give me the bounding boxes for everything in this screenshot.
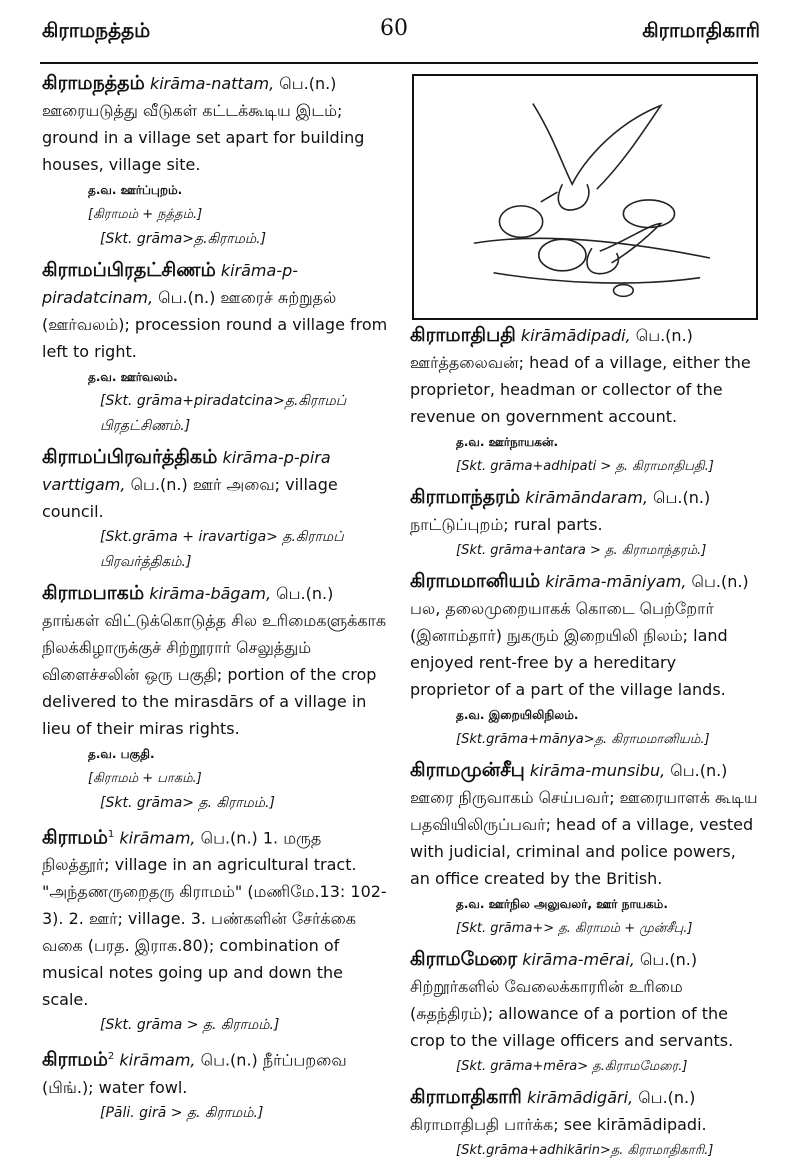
entry-kiramam-1 [42, 821, 392, 1038]
entry-kiramadigari [410, 1084, 760, 1163]
bird-drawing [414, 76, 756, 318]
headword: கிராமநத்தம் [42, 72, 145, 94]
etymology: [Skt.grāma+mānya>த. கிராமமானியம்.] [456, 732, 710, 747]
egg [614, 285, 634, 297]
entry-kiramamunsibu [410, 757, 760, 941]
entry-kiramabagam [42, 580, 392, 816]
page-header [0, 12, 800, 62]
part-of-speech: பெ.(n.) [670, 761, 728, 780]
etymology: [Skt. grāma> த. கிராமம்.] [100, 795, 275, 811]
etymology: [Pāli. girā > த. கிராமம்.] [100, 1104, 264, 1121]
synonym-note: த.வ. பகுதி. [88, 747, 155, 761]
definition: ஊரைச் சுற்றுதல் (ஊர்வலம்); procession round a village from left to right. [42, 288, 388, 361]
definition: ஊர்த்தலைவன்; head of a village, either the proprietor, headman or collector of the revenue on government account. [410, 353, 751, 426]
part-of-speech: பெ.(n.) [635, 326, 693, 345]
etymology: [Skt. grāma+> த. கிராமம் + முன்சீபு.] [456, 921, 693, 936]
definition: 1. மருத நிலத்தூர்; village in an agricultural tract. "அந்தணருறைதரு கிராமம்" (மணிமே.13: 102-3). 2. ஊர்; village. 3. பண்களின் சேர்க்கை வகை (பரத. இராக.80); combination of musical notes going up and down the scale. [42, 828, 387, 1010]
entry-kiramamaniyam [410, 568, 760, 752]
transliteration: kirāmādigāri, [526, 1088, 634, 1107]
part-of-speech: பெ.(n.) [653, 488, 711, 507]
headword: கிராமம் [42, 1048, 108, 1071]
part-of-speech: பெ.(n.) [200, 828, 258, 848]
bird-wings-upper [533, 104, 661, 190]
homonym-number: 1 [107, 829, 115, 840]
headword: கிராமம் [42, 826, 108, 849]
headword: கிராமாதிகாரி [410, 1086, 522, 1108]
page-number: 60 [380, 16, 408, 41]
running-head-left: கிராமநத்தம் [42, 18, 151, 42]
definition: பல, தலைமுறையாகக் கொடை பெற்றோர் (இனாம்தார்) நுகரும் இறையிலி நிலம்; land enjoyed rent-free by a hereditary proprietor of a part of the village lands. [410, 599, 728, 699]
headword: கிராமாதிபதி [410, 324, 516, 346]
definition: நாட்டுப்புறம்; rural parts. [410, 515, 603, 534]
part-of-speech: பெ.(n.) [639, 950, 698, 969]
definition: ஊரை நிருவாகம் செய்பவர்; ஊரையாளக் கூடிய பதவியிலிருப்பவர்; head of a village, vested with judicial, criminal and police powers, an office created by the British. [410, 788, 758, 888]
synonym-note: த.வ. ஊர்ப்புறம். [88, 183, 183, 197]
definition: தாங்கள் விட்டுக்கொடுத்த சில உரிமைகளுக்காக நிலக்கிழாருக்குச் சிற்றூரார் செலுத்தும் விளைச்சலின் ஒரு பகுதி; portion of the crop delivered to the mirasdārs of a village in lieu of their miras rights. [42, 611, 387, 738]
word-parts: [கிராமம் + பாகம்.] [88, 771, 202, 786]
etymology: [Skt.grāma+adhikārin>த. கிராமாதிகாரி.] [456, 1143, 714, 1158]
illustration-water-fowl [412, 74, 758, 320]
headword: கிராமப்பிரவர்த்திகம் [42, 446, 218, 468]
transliteration: kirāma-bāgam, [149, 584, 272, 603]
transliteration: kirāmam, [119, 828, 196, 848]
definition: ஊர் அவை; village council. [42, 475, 338, 521]
etymology: [Skt. grāma+antara > த. கிராமாந்தரம்.] [456, 543, 707, 558]
entry-kiramamerai [410, 946, 760, 1079]
part-of-speech: பெ.(n.) [158, 288, 216, 307]
nest-right [623, 200, 674, 228]
transliteration: kirāma-mērai, [522, 950, 635, 969]
right-column [410, 322, 760, 1168]
headword: கிராமபாகம் [42, 582, 145, 604]
bird-wing-lower [600, 224, 661, 263]
bird-body-upper [558, 184, 588, 210]
definition: நீர்ப்பறவை (பிங்.); water fowl. [42, 1050, 347, 1097]
synonym-note: த.வ. ஊர்நாயகன். [456, 435, 559, 449]
etymology: [Skt. grāma>த.கிராமம்.] [100, 231, 267, 247]
entry-kiramappiravarttigam [42, 444, 392, 575]
bird-beak-upper [541, 192, 558, 202]
transliteration: kirāma-nattam, [149, 74, 275, 93]
transliteration: kirāma-p-pira varttigam, [42, 448, 331, 494]
word-parts: [கிராமம் + நத்தம்.] [88, 207, 203, 222]
homonym-number: 2 [107, 1051, 115, 1063]
headword: கிராமமானியம் [410, 570, 541, 592]
etymology: [Skt. grāma+adhipati > த. கிராமாதிபதி.] [456, 459, 714, 474]
transliteration: kirāma-p-piradatcinam, [42, 261, 299, 307]
entry-kiramandaram [410, 484, 760, 563]
nest-center [539, 239, 586, 270]
etymology: [Skt.grāma + iravartiga> த.கிராமப் பிரவர்த்திகம்.] [100, 529, 344, 570]
headword: கிராமப்பிரதட்சிணம் [42, 259, 216, 281]
part-of-speech: பெ.(n.) [130, 475, 188, 494]
synonym-note: த.வ. இறையிலிநிலம். [456, 708, 579, 722]
entry-kiramanattam [42, 70, 392, 252]
transliteration: kirāmāndaram, [525, 488, 648, 507]
running-head-right: கிராமாதிகாரி [642, 18, 760, 42]
definition: ஊரையடுத்து வீடுகள் கட்டக்கூடிய இடம்; ground in a village set apart for building houses, village site. [42, 101, 365, 174]
synonym-note: த.வ. ஊர்நில அலுவலர், ஊர் நாயகம். [456, 897, 668, 911]
definition: சிற்றூர்களில் வேலைக்காரரின் உரிமை (சுதந்திரம்); allowance of a portion of the crop to the village officers and servants. [410, 977, 734, 1050]
entry-kiramadipadi [410, 322, 760, 479]
synonym-note: த.வ. ஊர்வலம். [88, 370, 178, 384]
nest-left [499, 206, 542, 237]
headword: கிராமமுன்சீபு [410, 759, 525, 781]
entry-kiramappiradatcinam [42, 257, 392, 439]
part-of-speech: பெ.(n.) [638, 1088, 696, 1107]
headword: கிராமமேரை [410, 948, 518, 970]
part-of-speech: பெ.(n.) [200, 1050, 258, 1070]
entry-kiramam-2 [42, 1043, 392, 1125]
transliteration: kirāma-munsibu, [529, 761, 666, 780]
etymology: [Skt. grāma+mēra> த.கிராமமேரை.] [456, 1059, 688, 1074]
etymology: [Skt. grāma > த. கிராமம்.] [100, 1017, 280, 1034]
part-of-speech: பெ.(n.) [276, 584, 334, 603]
part-of-speech: பெ.(n.) [691, 572, 749, 591]
left-column [42, 70, 392, 1131]
etymology: [Skt. grāma+piradatcina>த.கிராமப் பிரதட்சிணம்.] [100, 393, 347, 434]
transliteration: kirāma-māniyam, [545, 572, 687, 591]
definition: கிராமாதிபதி பார்க்க; see kirāmādipadi. [410, 1115, 707, 1134]
headword: கிராமாந்தரம் [410, 486, 521, 508]
header-rule [40, 62, 758, 64]
transliteration: kirāmādipadi, [520, 326, 631, 345]
part-of-speech: பெ.(n.) [279, 74, 337, 93]
transliteration: kirāmam, [119, 1050, 196, 1070]
